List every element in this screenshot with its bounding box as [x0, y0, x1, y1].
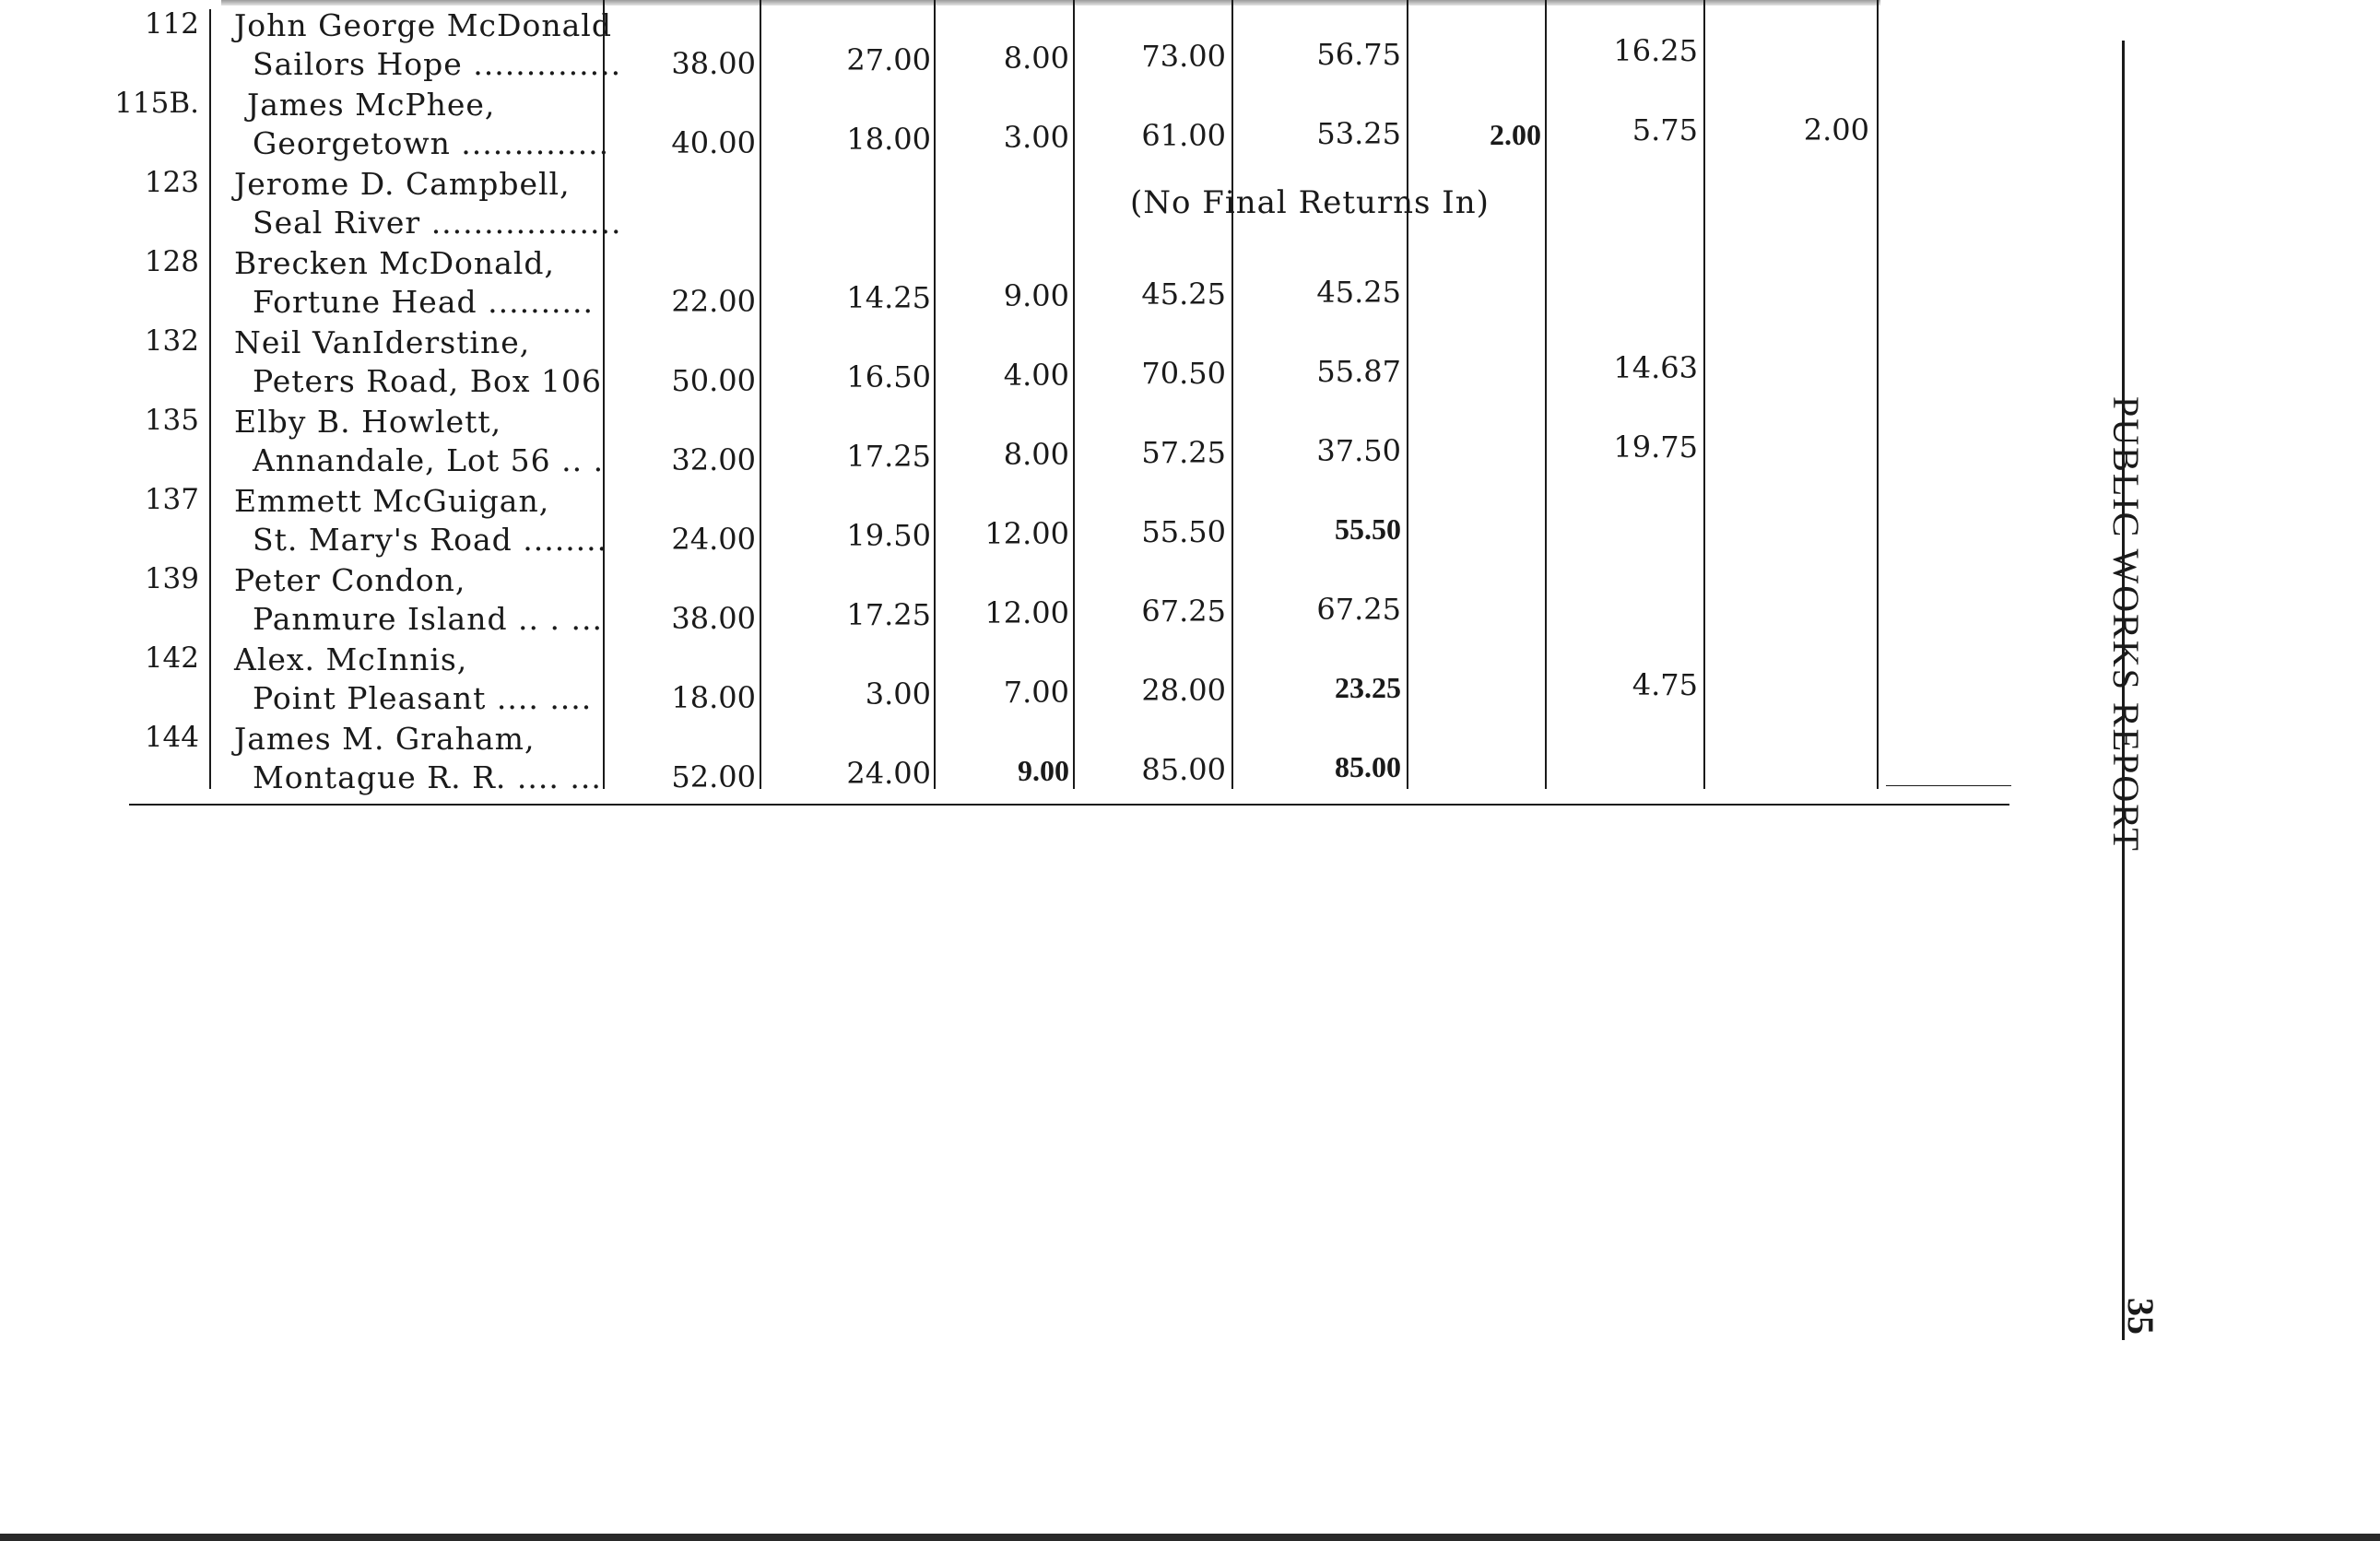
contractor-location: Point Pleasant .... .... — [253, 680, 593, 716]
contractor-location: Annandale, Lot 56 .. . — [253, 442, 605, 478]
contractor-name: James McPhee, — [247, 87, 496, 123]
amount-cell: 38.00 — [671, 46, 756, 81]
amount-cell: 38.00 — [671, 601, 756, 636]
amount-cell: 24.00 — [846, 756, 931, 791]
amount-cell: 12.00 — [984, 516, 1069, 551]
row-number: 137 — [144, 483, 199, 516]
amount-cell: 3.00 — [1003, 120, 1069, 155]
amount-cell: 17.25 — [846, 439, 931, 474]
contractor-name: Alex. McInnis, — [234, 641, 468, 677]
table-row — [0, 323, 2380, 402]
amount-cell: 73.00 — [1141, 39, 1226, 74]
amount-cell: 2.00 — [1490, 118, 1541, 151]
amount-cell: 61.00 — [1141, 118, 1226, 153]
amount-cell: 28.00 — [1141, 673, 1226, 708]
table-row — [0, 6, 2380, 85]
page-bottom-edge — [0, 1534, 2380, 1541]
amount-cell: 67.25 — [1141, 594, 1226, 629]
contractor-name: Emmett McGuigan, — [234, 483, 550, 519]
amount-cell: 9.00 — [1003, 278, 1069, 313]
no-returns-note: (No Final Returns In) — [1130, 184, 1490, 221]
amount-cell: 14.63 — [1613, 350, 1698, 385]
running-title: PUBLIC WORKS REPORT — [2105, 396, 2147, 853]
page-number: 35 — [2120, 1298, 2162, 1335]
table-row — [0, 719, 2380, 798]
amount-cell: 18.00 — [671, 680, 756, 715]
amount-cell: 16.50 — [846, 359, 931, 394]
contractor-name: Brecken McDonald, — [234, 245, 555, 281]
row-number: 115B. — [114, 87, 199, 120]
contractor-name: Peter Condon, — [234, 562, 466, 598]
row-number: 123 — [144, 166, 199, 199]
row-number: 142 — [144, 641, 199, 675]
amount-cell: 52.00 — [671, 759, 756, 794]
contractor-name: Jerome D. Campbell, — [234, 166, 571, 202]
row-number: 144 — [144, 721, 199, 754]
contractor-location: Montague R. R. .... ... — [253, 759, 602, 795]
contractor-location: Georgetown .............. — [253, 125, 610, 161]
amount-cell: 70.50 — [1141, 356, 1226, 391]
contractor-name: Elby B. Howlett, — [234, 404, 502, 440]
table-row — [0, 560, 2380, 640]
amount-cell: 57.25 — [1141, 435, 1226, 470]
amount-cell: 16.25 — [1613, 33, 1698, 68]
amount-cell: 19.50 — [846, 518, 931, 553]
amount-cell: 23.25 — [1335, 671, 1401, 704]
amount-cell: 19.75 — [1613, 429, 1698, 465]
amount-cell: 7.00 — [1003, 675, 1069, 710]
row-number: 132 — [144, 324, 199, 358]
amount-cell: 3.00 — [865, 676, 931, 712]
amount-cell: 56.75 — [1316, 37, 1401, 72]
amount-cell: 45.25 — [1316, 275, 1401, 310]
contractor-location: Seal River .................. — [253, 205, 622, 241]
contractor-location: Peters Road, Box 106 — [253, 363, 602, 399]
contractor-name: John George McDonald — [234, 7, 612, 43]
table-row — [0, 481, 2380, 560]
amount-cell: 8.00 — [1003, 437, 1069, 472]
table-row — [0, 243, 2380, 323]
contractor-name: James M. Graham, — [234, 721, 536, 757]
table-row — [0, 402, 2380, 481]
amount-cell: 67.25 — [1316, 592, 1401, 627]
amount-cell: 17.25 — [846, 597, 931, 632]
contractor-location: Fortune Head .......... — [253, 284, 595, 320]
amount-cell: 53.25 — [1316, 116, 1401, 151]
amount-cell: 24.00 — [671, 522, 756, 557]
amount-cell: 5.75 — [1632, 112, 1698, 147]
amount-cell: 85.00 — [1335, 750, 1401, 783]
amount-cell: 55.50 — [1141, 514, 1226, 549]
table-bottom-rule — [129, 804, 2009, 806]
table-row — [0, 640, 2380, 719]
amount-cell: 14.25 — [846, 280, 931, 315]
amount-cell: 50.00 — [671, 363, 756, 398]
amount-cell: 8.00 — [1003, 41, 1069, 76]
amount-cell: 27.00 — [846, 42, 931, 77]
row-number: 128 — [144, 245, 199, 278]
amount-cell: 55.87 — [1316, 354, 1401, 389]
amount-cell: 18.00 — [846, 122, 931, 157]
contractor-location: Panmure Island .. . ... — [253, 601, 603, 637]
contractor-location: St. Mary's Road ........ — [253, 522, 608, 558]
amount-cell: 40.00 — [671, 125, 756, 160]
amount-cell: 55.50 — [1335, 512, 1401, 546]
amount-cell: 9.00 — [1018, 754, 1069, 787]
amount-cell: 2.00 — [1803, 112, 1869, 147]
row-number: 139 — [144, 562, 199, 595]
amount-cell: 85.00 — [1141, 752, 1226, 787]
amount-cell: 12.00 — [984, 595, 1069, 630]
amount-cell: 4.00 — [1003, 358, 1069, 393]
contractor-name: Neil VanIderstine, — [234, 324, 531, 360]
amount-cell: 37.50 — [1316, 433, 1401, 468]
amount-cell: 45.25 — [1141, 276, 1226, 312]
amount-cell: 22.00 — [671, 284, 756, 319]
amount-cell: 4.75 — [1632, 667, 1698, 702]
row-number: 135 — [144, 404, 199, 437]
contractor-location: Sailors Hope .............. — [253, 46, 622, 82]
row-number: 112 — [144, 7, 199, 41]
amount-cell: 32.00 — [671, 442, 756, 477]
table-row — [0, 85, 2380, 164]
